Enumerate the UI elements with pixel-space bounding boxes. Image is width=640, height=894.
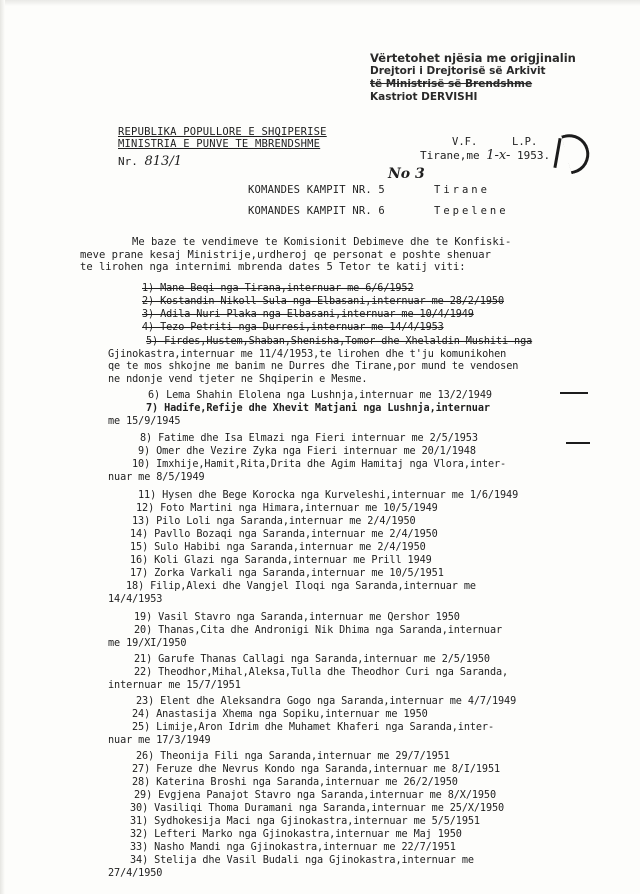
- list-item: 30) Vasiliqi Thoma Duramani nga Saranda,internuar me 25/X/1950: [130, 803, 505, 814]
- list-item: 26) Theonija Fili nga Saranda,internuar me 29/7/1951: [136, 751, 450, 762]
- list-item: 14/4/1953: [108, 594, 163, 605]
- intro-line: te lirohen nga internimi mbrenda dates 5 Tetor te katij viti:: [80, 261, 466, 273]
- stamp-line-1: Vërtetohet njësia me origjinalin: [370, 51, 576, 65]
- list-item: nuar me 8/5/1949: [108, 472, 205, 483]
- command-place: Tepelene: [434, 205, 509, 217]
- list-item: 24) Anastasija Xhema nga Sopiku,internuar me 1950: [132, 709, 428, 720]
- letterhead: [118, 126, 327, 150]
- list-item: 34) Stelija dhe Vasil Budali nga Gjinokastra,internuar me: [130, 855, 474, 866]
- list-item: 19) Vasil Stavro nga Saranda,internuar me Qershor 1950: [134, 612, 460, 623]
- handwritten-number: No 3: [388, 166, 425, 182]
- command-label: KOMANDES KAMPIT NR. 6: [248, 205, 385, 217]
- list-item: 7) Hadife,Refije dhe Xhevit Matjani nga Lushnja,internuar: [146, 403, 490, 414]
- list-item: 14) Pavllo Bozaqi nga Saranda,internuar me 2/4/1950: [130, 529, 438, 540]
- list-item: 32) Lefteri Marko nga Gjinokastra,internuar me Maj 1950: [130, 829, 462, 840]
- intro-paragraph: [80, 236, 511, 274]
- list-item: internuar me 15/7/1951: [108, 680, 241, 691]
- handwritten-dash: [566, 442, 590, 444]
- scan-edge-top: [0, 0, 640, 6]
- list-item: 23) Elent dhe Aleksandra Gogo nga Saranda,internuar me 4/7/1949: [136, 696, 517, 707]
- place-label: Tirane,me: [420, 149, 480, 162]
- list-item: 9) Omer dhe Vezire Zyka nga Fieri internuar me 20/1/1948: [138, 446, 476, 457]
- stamp-line-4: Kastriot DERVISHI: [370, 91, 478, 103]
- date-year: 1953.: [517, 149, 551, 162]
- list-item: nuar me 17/3/1949: [108, 735, 211, 746]
- letterhead-republic: REPUBLIKA POPULLORE E SHQIPERISE: [118, 126, 327, 138]
- list-item: ne ndonje vend tjeter ne Shqiperin e Mesme.: [108, 374, 368, 385]
- date-handwritten: 1-x-: [486, 148, 511, 163]
- list-item: me 19/XI/1950: [108, 638, 187, 649]
- list-item: 5) Firdes,Hustem,Shaban,Shenisha,Tomor dhe Xhelaldin Mushiti nga: [146, 336, 533, 347]
- command-place: Tirane: [434, 184, 490, 196]
- list-item: 8) Fatime dhe Isa Elmazi nga Fieri internuar me 2/5/1953: [140, 433, 478, 444]
- handwritten-c-mark: [561, 130, 594, 175]
- command-label: KOMANDES KAMPIT NR. 5: [248, 184, 385, 196]
- certification-stamp: [370, 51, 576, 118]
- list-item: 10) Imxhije,Hamit,Rita,Drita dhe Agim Hamitaj nga Vlora,inter-: [132, 459, 507, 470]
- list-item: 3) Adila Nuri Plaka nga Elbasani,internuar me 10/4/1949: [142, 309, 474, 320]
- list-item: 31) Sydhokesija Maci nga Gjinokastra,internuar me 5/5/1951: [130, 816, 480, 827]
- list-item: 27/4/1950: [108, 868, 163, 879]
- list-item: 13) Pilo Loli nga Saranda,internuar me 2/4/1950: [132, 516, 416, 527]
- list-item: 11) Hysen dhe Bege Korocka nga Kurveleshi,internuar me 1/6/1949: [138, 490, 519, 501]
- list-item: me 15/9/1945: [108, 416, 181, 427]
- stamp-line-3: të Ministrisë së Brendshme: [370, 78, 533, 90]
- list-item: 2) Kostandin Nikoll Sula nga Elbasani,internuar me 28/2/1950: [142, 296, 505, 307]
- list-item: 33) Nasho Mandi nga Gjinokastra,internuar me 22/7/1951: [130, 842, 456, 853]
- list-item: 20) Thanas,Cita dhe Andronigi Nik Dhima nga Saranda,internuar: [134, 625, 503, 636]
- list-item: 18) Filip,Alexi dhe Vangjel Iloqi nga Saranda,internuar me: [126, 581, 476, 592]
- intro-line: Me baze te vendimeve te Komisionit Debimeve dhe te Konfiski-: [132, 236, 512, 248]
- list-item: 22) Theodhor,Mihal,Aleksa,Tulla dhe Theodhor Curi nga Saranda,: [134, 667, 509, 678]
- handwritten-dash: [560, 392, 588, 394]
- list-item: 1) Mane Beqi nga Tirana,internuar me 6/6/1952: [142, 283, 414, 294]
- document-number: [118, 154, 182, 169]
- vf-label: V.F.: [452, 136, 478, 148]
- list-item: 15) Sulo Habibi nga Saranda,internuar me 2/4/1950: [130, 542, 426, 553]
- document-number-handwritten: 813/1: [144, 154, 182, 169]
- list-item: 28) Katerina Broshi nga Saranda,internuar me 26/2/1950: [132, 777, 458, 788]
- command-line-camp-5: [248, 184, 490, 196]
- list-item: 21) Garufe Thanas Callagi nga Saranda,internuar me 2/5/1950: [134, 654, 490, 665]
- stamp-line-2: Drejtori i Drejtorisë së Arkivit: [370, 65, 546, 77]
- scan-edge-left: [0, 0, 5, 894]
- list-item: Gjinokastra,internuar me 11/4/1953,te lirohen dhe t'ju komunikohen: [108, 349, 507, 360]
- list-item: 6) Lema Shahin Elolena nga Lushnja,internuar me 13/2/1949: [148, 390, 492, 401]
- list-item: 29) Evgjena Panajot Stavro nga Saranda,internuar me 8/X/1950: [134, 790, 497, 801]
- list-item: 25) Limije,Aron Idrim dhe Muhamet Khaferi nga Saranda,inter-: [132, 722, 495, 733]
- place-date: [420, 148, 550, 163]
- handwritten-tick-mark: [553, 138, 561, 168]
- lp-label: L.P.: [512, 136, 538, 148]
- list-item: qe te mos shkojne me banim ne Durres dhe Tirane,por mund te vendosen: [108, 361, 519, 372]
- list-item: 12) Foto Martini nga Himara,internuar me 10/5/1949: [136, 503, 438, 514]
- list-item: 27) Feruze dhe Nevrus Kondo nga Saranda,internuar me 8/I/1951: [132, 764, 501, 775]
- list-item: 17) Zorka Varkali nga Saranda,internuar me 10/5/1951: [130, 568, 444, 579]
- list-item: 4) Tezo Petriti nga Durresi,internuar me 14/4/1953: [142, 322, 444, 333]
- letterhead-ministry: MINISTRIA E PUNVE TE MBRENDSHME: [118, 138, 321, 150]
- command-line-camp-6: [248, 205, 509, 217]
- intro-line: meve prane kesaj Ministrije,urdheroj qe personat e poshte shenuar: [80, 248, 491, 261]
- list-item: 16) Koli Glazi nga Saranda,internuar me Prill 1949: [130, 555, 432, 566]
- document-number-prefix: Nr.: [118, 155, 138, 168]
